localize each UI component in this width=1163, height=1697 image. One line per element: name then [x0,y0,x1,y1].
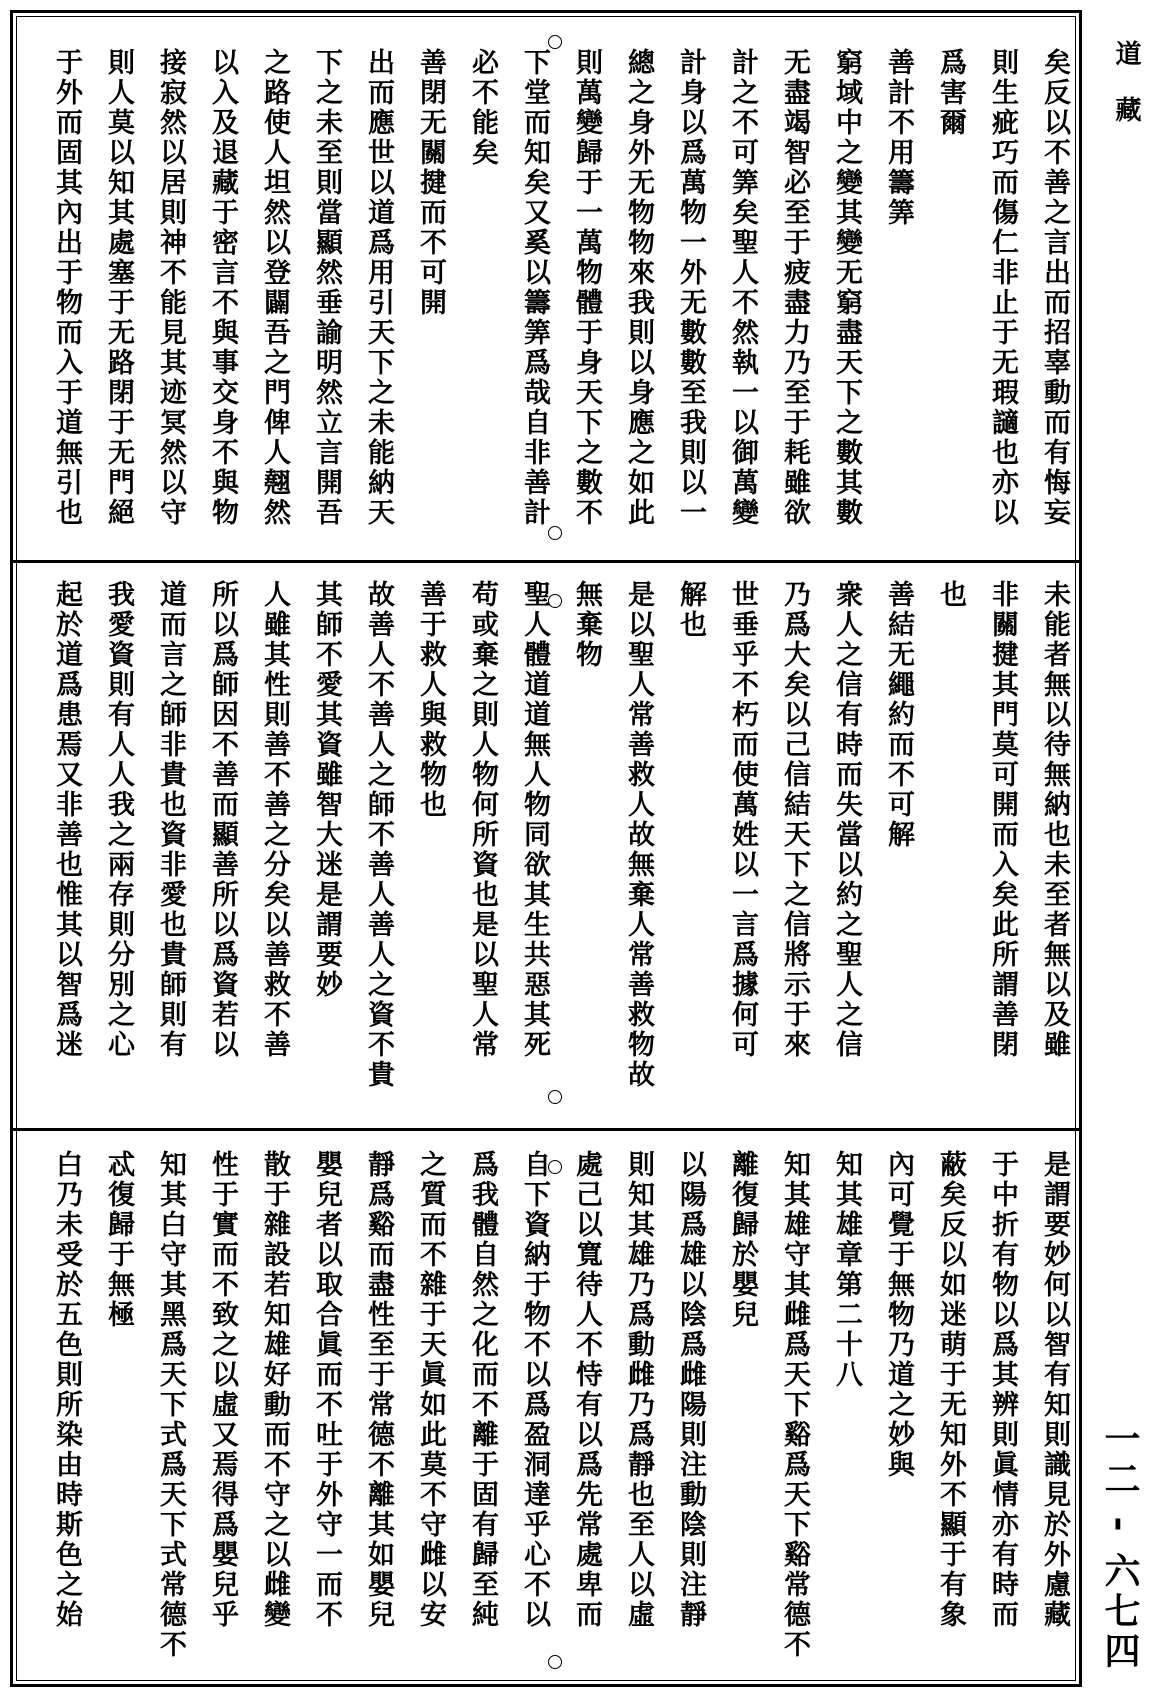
text-column: 爲害爾 [935,48,966,138]
text-column: 靜爲谿而盡性至于常德不離其如嬰兒 [363,1150,394,1630]
text-column: 知其白守其黑爲天下式爲天下式常德不 [155,1150,186,1660]
text-column: 則人莫以知其處塞于无路閉于无門絕 [103,48,134,528]
register-divider [13,560,1079,563]
punctuation-circle [548,35,562,49]
text-column: 蔽矣反以如迷萌于无知外不顯于有象 [935,1150,966,1630]
register-bottom [36,1150,1076,1675]
text-column: 故善人不善人之師不善人善人之資不貴 [363,580,394,1090]
text-column: 自下資納于物不以爲盈洞達乎心不以 [519,1150,550,1630]
register-top [36,48,1076,548]
text-column: 善結无繩約而不可解 [883,580,914,850]
text-column: 下堂而知矣又奚以籌筭爲哉自非善計 [519,48,550,528]
text-column: 性于實而不致之以虛又焉得爲嬰兒乎 [207,1150,238,1630]
text-column: 于外而固其內出于物而入于道無引也 [51,48,82,528]
text-column: 乃爲大矣以己信結天下之信將示于來 [779,580,810,1060]
text-column: 則生疵巧而傷仁非止于无瑕讁也亦以 [987,48,1018,528]
text-column: 人雖其性則善不善之分矣以善救不善 [259,580,290,1060]
text-column: 則萬變歸于一萬物體于身天下之數不 [571,48,602,528]
text-column: 知其雄守其雌爲天下谿爲天下谿常德不 [779,1150,810,1660]
text-column: 未能者無以待無納也未至者無以及雖 [1039,580,1070,1060]
text-column: 下之未至則當顯然垂諭明然立言開吾 [311,48,342,528]
text-column: 道而言之師非貴也資非愛也貴師則有 [155,580,186,1060]
text-column: 則知其雄乃爲動雌乃爲靜也至人以虛 [623,1150,654,1630]
text-column: 聖人體道道無人物同欲其生共惡其死 [519,580,550,1060]
text-column: 總之身外无物物來我則以身應之如此 [623,48,654,528]
text-column: 解也 [675,580,706,640]
text-column: 善計不用籌筭 [883,48,914,228]
text-column: 窮域中之變其變无窮盡天下之數其數 [831,48,862,528]
text-column: 計身以爲萬物一外无數數至我則以一 [675,48,706,528]
text-column: 无盡竭智必至于疲盡力乃至于耗雖欲 [779,48,810,528]
text-column: 嬰兒者以取合眞而不吐于外守一而不 [311,1150,342,1630]
register-divider [13,1128,1079,1131]
text-column: 以陽爲雄以陰爲雌陽則注動陰則注靜 [675,1150,706,1630]
text-column: 爲我體自然之化而不離于固有歸至純 [467,1150,498,1630]
text-column: 世垂乎不朽而使萬姓以一言爲據何可 [727,580,758,1060]
text-column: 起於道爲患焉又非善也惟其以智爲迷 [51,580,82,1060]
text-column: 矣反以不善之言出而招辜動而有悔妄 [1039,48,1070,528]
register-middle [36,580,1076,1110]
text-column: 處己以寬待人不恃有以爲先常處卑而 [571,1150,602,1630]
text-column: 計之不可筭矣聖人不然執一以御萬變 [727,48,758,528]
page-number: 一二 - 六七四 [1099,1420,1141,1673]
text-column: 離復歸於嬰兒 [727,1150,758,1330]
text-column: 以入及退藏于密言不與事交身不與物 [207,48,238,528]
text-column: 內可覺于無物乃道之妙與 [883,1150,914,1480]
text-column: 出而應世以道爲用引天下之未能納天 [363,48,394,528]
text-column: 是以聖人常善救人故無棄人常善救物故 [623,580,654,1090]
text-column: 忒復歸于無極 [103,1150,134,1330]
text-column: 接寂然以居則神不能見其迹冥然以守 [155,48,186,528]
text-column: 是謂要妙何以智有知則識見於外慮藏 [1039,1150,1070,1630]
running-header: 道藏 [1111,40,1141,152]
text-column: 必不能矣 [467,48,498,168]
text-column: 白乃未受於五色則所染由時斯色之始 [51,1150,82,1630]
text-column: 無棄物 [571,580,602,670]
text-column: 也 [935,580,966,610]
text-column: 之質而不雜于天眞如此莫不守雌以安 [415,1150,446,1630]
text-column: 苟或棄之則人物何所資也是以聖人常 [467,580,498,1060]
text-column: 善閉无關揵而不可開 [415,48,446,318]
text-column: 知其雄章第二十八 [831,1150,862,1390]
text-column: 我愛資則有人人我之兩存則分別之心 [103,580,134,1060]
text-column: 散于雜設若知雄好動而不守之以雌變 [259,1150,290,1630]
text-column: 所以爲師因不善而顯善所以爲資若以 [207,580,238,1060]
text-column: 衆人之信有時而失當以約之聖人之信 [831,580,862,1060]
text-column: 之路使人坦然以登闢吾之門俾人翹然 [259,48,290,528]
text-column: 非關揵其門莫可開而入矣此所謂善閉 [987,580,1018,1060]
text-column: 其師不愛其資雖智大迷是謂要妙 [311,580,342,1000]
text-column: 于中折有物以爲其辨則眞情亦有時而 [987,1150,1018,1630]
text-column: 善于救人與救物也 [415,580,446,820]
